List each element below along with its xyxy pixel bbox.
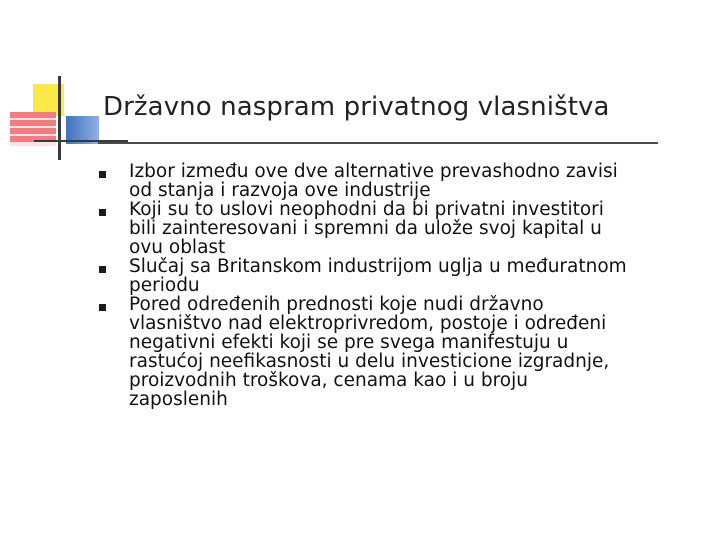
bullet-text: Koji su to uslovi neophodni da bi privatni investitori bili zainteresovani i spremni da ulože svoj kapital u ovu oblast xyxy=(129,199,604,258)
bullet-item xyxy=(98,162,698,200)
slide-title: Državno naspram privatnog vlasništva xyxy=(103,92,610,122)
square-bullet-icon xyxy=(99,304,106,311)
title-underline xyxy=(98,142,658,144)
bullet-item xyxy=(98,295,698,409)
bullet-item xyxy=(98,257,698,295)
square-bullet-icon xyxy=(99,171,106,178)
square-bullet-icon xyxy=(99,209,106,216)
bullet-list xyxy=(98,162,698,409)
bullet-text: Slučaj sa Britanskom industrijom uglja u međuratnom periodu xyxy=(129,256,627,296)
bullet-text: Izbor između ove dve alternative prevashodno zavisi od stanja i razvoja ove industrije xyxy=(129,161,618,201)
decorative-vertical-line xyxy=(58,76,61,160)
bullet-item xyxy=(98,200,698,257)
bullet-text: Pored određenih prednosti koje nudi državno vlasništvo nad elektroprivredom, postoje i određeni negativni efekti koji se pre svega manifestuju u rastućoj neefikasnosti u delu investicione izgradnje, proizvodnih troškova, cenama kao i u broju zaposlenih xyxy=(129,294,610,410)
square-bullet-icon xyxy=(99,266,106,273)
